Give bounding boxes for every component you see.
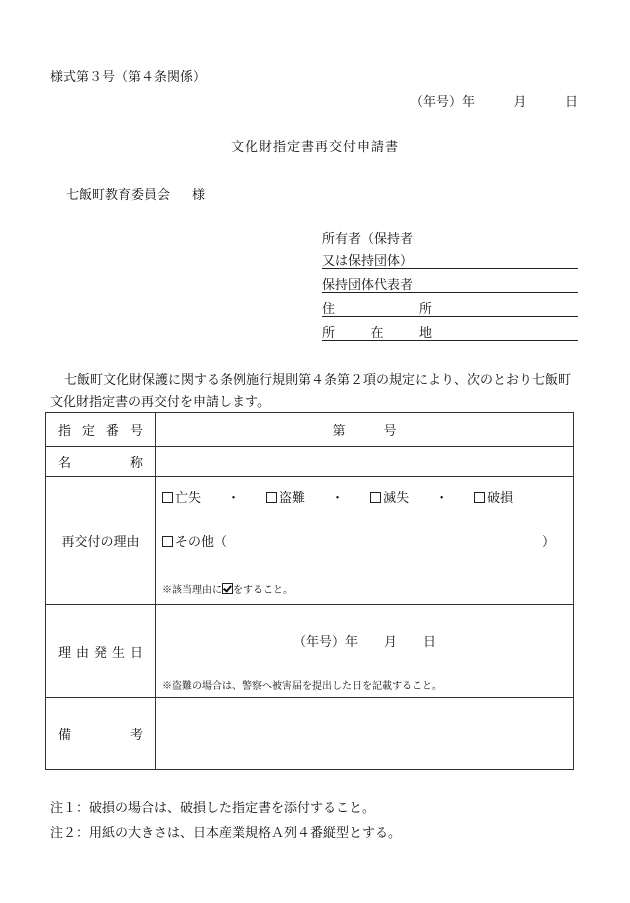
reason-option-damaged[interactable] <box>474 487 513 506</box>
other-close-paren: ） <box>541 535 555 550</box>
occurrence-note: ※盗難の場合は、警察へ被害届を提出した日を記載すること。 <box>162 681 442 692</box>
separator: ・ <box>435 491 449 506</box>
option-label: 亡失 <box>175 491 202 506</box>
label-char: 備 <box>58 728 72 743</box>
reason-options <box>162 487 513 506</box>
owner-address-char-1: 住 <box>322 302 336 317</box>
checkbox-icon[interactable] <box>370 492 381 503</box>
checkbox-icon[interactable] <box>162 492 173 503</box>
reason-label: 再交付の理由 <box>46 477 156 605</box>
checkbox-icon[interactable] <box>474 492 485 503</box>
owner-line-1: 所有者（保持者 <box>322 232 414 247</box>
body-paragraph: 七飯町文化財保護に関する条例施行規則第４条第２項の規定により、次のとおり七飯町文化財指定書の再交付を申請します。 <box>50 373 572 410</box>
reason-option-lost[interactable] <box>162 487 201 506</box>
label-char: 称 <box>129 456 143 471</box>
header-date-day: 日 <box>564 95 578 110</box>
remarks-row <box>46 698 574 770</box>
reason-note <box>162 581 293 596</box>
occurrence-date-era: （年号）年 <box>292 635 358 650</box>
reason-other-row[interactable] <box>162 531 555 550</box>
application-table <box>45 412 574 770</box>
checkbox-icon[interactable] <box>162 536 173 547</box>
label-char: 日 <box>129 645 143 661</box>
reason-note-text: ※該当理由に <box>162 585 222 596</box>
reason-note-text-end: をすること。 <box>233 585 293 596</box>
owner-address-line[interactable] <box>322 298 578 317</box>
name-row <box>46 447 574 477</box>
reason-option-theft[interactable] <box>266 487 305 506</box>
footnote-2: 注２：用紙の大きさは、日本産業規格Ａ列４番縦型とする。 <box>50 826 402 841</box>
occurrence-value-cell[interactable] <box>156 605 574 698</box>
option-label: 破損 <box>487 491 514 506</box>
other-label: その他（ <box>175 535 228 550</box>
designation-prefix: 第 <box>332 424 346 439</box>
footnote-1: 注１：破損の場合は、破損した指定書を添付すること。 <box>50 801 376 816</box>
occurrence-date-day: 日 <box>423 635 437 650</box>
label-char: 指 <box>58 424 72 439</box>
occurrence-date[interactable] <box>156 631 573 650</box>
owner-location-line[interactable] <box>322 322 578 341</box>
designation-row <box>46 413 574 447</box>
separator: ・ <box>227 491 241 506</box>
reason-value-cell <box>156 477 574 605</box>
remarks-label <box>46 698 156 770</box>
label-char: 号 <box>129 424 143 439</box>
owner-address-char-2: 所 <box>418 302 432 317</box>
form-number: 様式第３号（第４条関係） <box>50 70 207 85</box>
label-char: 発 <box>93 645 107 661</box>
checkbox-icon[interactable] <box>266 492 277 503</box>
header-date-era: （年号）年 <box>410 95 476 110</box>
label-char: 番 <box>105 424 119 439</box>
name-label <box>46 447 156 477</box>
label-char: 生 <box>111 645 125 661</box>
owner-location-char-3: 地 <box>418 326 432 341</box>
label-char: 名 <box>58 456 72 471</box>
occurrence-row <box>46 605 574 698</box>
label-char: 考 <box>129 728 143 743</box>
option-label: 滅失 <box>383 491 410 506</box>
occurrence-date-month: 月 <box>383 635 397 650</box>
owner-location-char-2: 在 <box>370 326 384 341</box>
label-char: 理 <box>58 645 72 661</box>
designation-value-cell[interactable] <box>156 413 574 447</box>
header-date <box>410 91 578 110</box>
header-date-month: 月 <box>513 95 527 110</box>
addressee-name: 七飯町教育委員会 <box>66 188 171 203</box>
reason-row <box>46 477 574 605</box>
name-value-cell[interactable] <box>156 447 574 477</box>
separator: ・ <box>331 491 345 506</box>
checked-box-icon <box>222 583 233 594</box>
owner-representative-line[interactable]: 保持団体代表者 <box>322 274 578 293</box>
document-title: 文化財指定書再交付申請書 <box>230 140 399 155</box>
owner-line-2[interactable]: 又は保持団体） <box>322 250 578 269</box>
option-label: 盗難 <box>279 491 306 506</box>
designation-suffix: 号 <box>383 424 397 439</box>
owner-location-char-1: 所 <box>322 326 336 341</box>
addressee-honorific: 様 <box>192 188 206 203</box>
designation-label <box>46 413 156 447</box>
reason-option-destroyed[interactable] <box>370 487 409 506</box>
label-char: 定 <box>81 424 95 439</box>
addressee <box>66 184 205 203</box>
occurrence-label <box>46 605 156 698</box>
label-char: 由 <box>75 645 89 661</box>
remarks-value-cell[interactable] <box>156 698 574 770</box>
